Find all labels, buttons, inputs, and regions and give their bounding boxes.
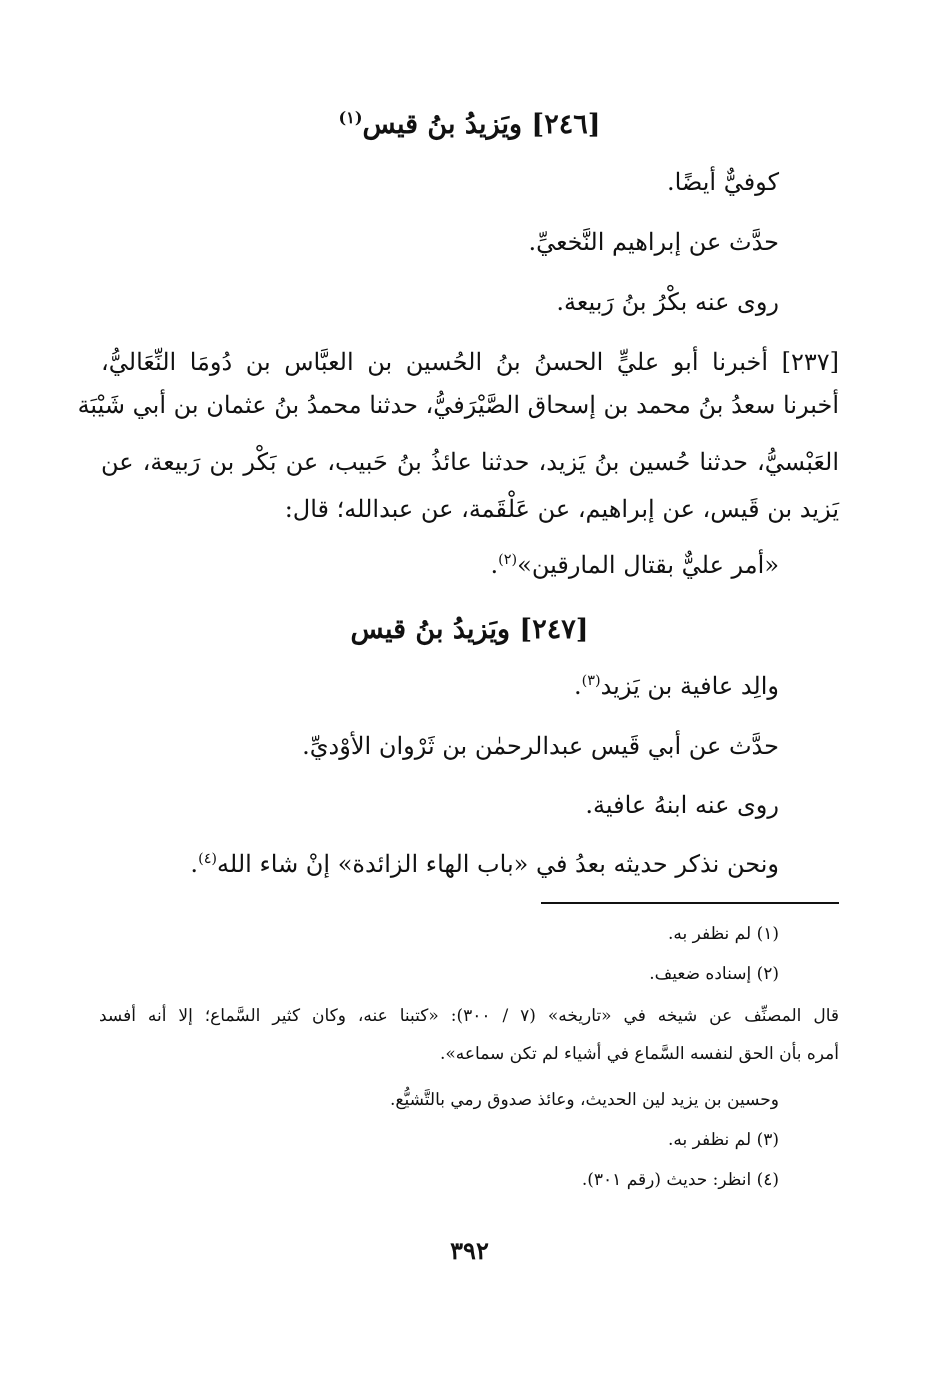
hadith-237-text (491, 553, 779, 577)
hadith-237-end-dot: . (490, 551, 499, 579)
entry-247-narrated-from: حدَّث عن أبي قَيس عبدالرحمٰن بن ثَرْوان الأوْديِّ. (302, 732, 779, 760)
hadith-237-line-3: العَبْسيُّ، حدثنا حُسين بنُ يَزيد، حدثنا عائذُ بنُ حَبيب، عن بَكْر بن رَبيعة، عن (101, 448, 839, 476)
entry-246-heading (0, 110, 939, 138)
footnote-2: (٢) إسناده ضعيف. (649, 964, 779, 984)
footnote-2-quote-line-1: قال المصنِّف عن شيخه في «تاريخه» (٧ / ٣٠٠): «كتبنا عنه، وكان كثير السَّماع؛ إلا أنه أفسد (99, 1006, 839, 1026)
footnote-2-quote-line-2: أمره بأن الحق لنفسه السَّماع في أشياء لم تكن سماعه». (439, 1044, 839, 1064)
entry-246-narrated-by: روى عنه بكْرُ بنُ رَبيعة. (556, 288, 779, 316)
footnote-ref-4: (٤) (198, 851, 218, 867)
hadith-237-line-4: يَزيد بن قَيس، عن إبراهيم، عن عَلْقَمة، عن عبدالله؛ قال: (284, 495, 839, 523)
entry-246-origin: كوفيٌّ أيضًا. (666, 168, 779, 196)
entry-246-title: [٢٤٦] ويَزيدُ بنُ قيس (362, 109, 601, 140)
entry-246-narrated-from: حدَّث عن إبراهيم النَّخعيِّ. (528, 228, 779, 256)
footnote-1: (١) لم نظفر به. (667, 924, 779, 944)
footnote-ref-1: (١) (338, 108, 363, 127)
footnote-4: (٤) انظر: حديث (رقم ٣٠١). (581, 1170, 779, 1190)
entry-247-father-of (574, 674, 779, 698)
hadith-237-line-2: أخبرنا سعدُ بنُ محمد بن إسحاق الصَّيْرَفيُّ، حدثنا محمدُ بنُ عثمان بن أبي شَيْبَة (77, 391, 839, 419)
footnote-3: (٣) لم نظفر به. (667, 1130, 779, 1150)
hadith-237-matn: «أمر عليٌّ بقتال المارقين» (517, 551, 779, 579)
hadith-237-line-1: [٢٣٧] أخبرنا أبو عليٍّ الحسنُ بنُ الحُسين بن العبَّاس بن دُومَا النِّعَاليُّ، (101, 348, 840, 376)
entry-247-mention-dot: . (190, 850, 199, 878)
entry-247-mention (190, 852, 779, 876)
entry-247-narrated-by: روى عنه ابنهُ عافية. (585, 791, 779, 819)
page-number: ٣٩٢ (450, 1236, 489, 1265)
footnote-ref-3: (٣) (581, 673, 601, 689)
entry-247-father-dot: . (573, 672, 582, 700)
footnote-ref-2: (٢) (498, 552, 518, 568)
footnote-separator (541, 902, 839, 904)
entry-247-heading: [٢٤٧] ويَزيدُ بنُ قيس (350, 614, 589, 645)
entry-247-mention-text: ونحن نذكر حديثه بعدُ في «باب الهاء الزائدة» إنْ شاء الله (217, 850, 779, 878)
footnote-2-grading: وحسين بن يزيد لين الحديث، وعائذ صدوق رمي بالتَّشيُّع. (390, 1090, 779, 1110)
entry-247-father-text: والِد عافية بن يَزيد (600, 672, 779, 700)
